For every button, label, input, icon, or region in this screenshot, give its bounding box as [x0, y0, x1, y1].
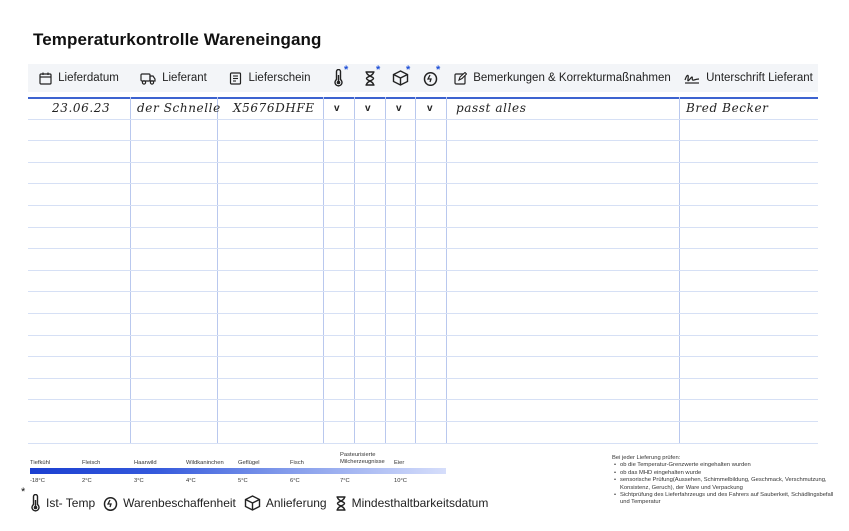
table-row-line — [28, 162, 818, 163]
scale-temp: 4°C — [186, 478, 196, 484]
legend-anlieferung — [244, 495, 327, 511]
scale-label: Eier — [394, 460, 405, 466]
column-lieferant — [130, 64, 217, 92]
legend-waren — [103, 495, 236, 511]
table-row-line — [28, 119, 818, 120]
icon-legend — [21, 486, 496, 512]
scale-temp: 10°C — [394, 478, 407, 484]
table-row-line — [28, 335, 818, 336]
cell-lieferdatum[interactable]: 23.06.23 — [52, 101, 111, 115]
hourglass-icon — [335, 496, 347, 511]
signature-icon — [684, 72, 700, 84]
scale-temp: 3°C — [134, 478, 144, 484]
notes-item: • Sichtprüfung des Lieferfahrzeugs und des Fahrers auf Sauberkeit, Schädlingsbefall und Temperatur — [612, 492, 837, 507]
cell-lieferant[interactable]: der Schnelle — [137, 101, 221, 115]
scale-label: Pasteurisierte Milcherzeugnisse — [340, 452, 385, 465]
required-star: * — [344, 64, 349, 76]
table-row-line — [28, 183, 818, 184]
scale-temp: 5°C — [238, 478, 248, 484]
truck-icon — [140, 72, 156, 85]
cell-bemerkung[interactable]: passt alles — [456, 101, 527, 115]
scale-label: Wildkaninchen — [186, 460, 224, 466]
table-header — [28, 64, 818, 92]
scale-label: Haarwild — [134, 460, 157, 466]
scale-label: Geflügel — [238, 460, 260, 466]
table-row-line — [28, 421, 818, 422]
column-label: Bemerkungen & Korrekturmaßnahmen — [473, 72, 671, 84]
column-label: Lieferant — [162, 72, 207, 84]
table-row-line — [28, 227, 818, 228]
temperature-gradient-bar — [30, 468, 446, 474]
notes-item: • ob die Temperatur-Grenzwerte eingehalten wurden — [612, 462, 837, 469]
column-lieferdatum — [28, 64, 130, 92]
legend-label: Warenbeschaffenheit — [123, 496, 236, 510]
required-star: * — [406, 64, 411, 76]
table-row-line — [28, 356, 818, 357]
legend-label: Anlieferung — [265, 496, 327, 510]
legend-label: Ist- Temp — [46, 496, 96, 510]
table-row-line — [28, 270, 818, 271]
table-row-line — [28, 291, 818, 292]
thermometer-icon — [30, 494, 41, 512]
column-anlieferung — [385, 64, 415, 92]
scale-temp: 7°C — [340, 478, 350, 484]
cell-unterschrift[interactable]: Bred Becker — [686, 101, 769, 115]
required-star: * — [436, 64, 441, 76]
notes-item: • ob das MHD eingehalten wurde — [612, 470, 837, 477]
scale-temp: 2°C — [82, 478, 92, 484]
column-label: Unterschrift Lieferant — [706, 72, 813, 84]
table-top-border — [28, 97, 818, 99]
required-star: * — [376, 64, 381, 76]
scale-temp: 6°C — [290, 478, 300, 484]
cell-anlieferung-check[interactable]: v — [396, 103, 402, 114]
hourglass-icon — [364, 71, 376, 86]
table-row-line — [28, 313, 818, 314]
table-row-line — [28, 399, 818, 400]
scale-temp: -18°C — [30, 478, 45, 484]
legend-star: * — [21, 486, 26, 498]
legend-mhd — [335, 496, 489, 511]
edit-icon — [454, 72, 467, 85]
thermometer-icon — [333, 69, 344, 87]
page-title: Temperaturkontrolle Wareneingang — [33, 30, 322, 49]
receipt-icon — [229, 72, 242, 85]
inspection-notes — [612, 455, 837, 507]
table-row-line — [28, 140, 818, 141]
package-icon — [244, 495, 261, 511]
table-row-line — [28, 443, 818, 444]
scale-label: Fleisch — [82, 460, 101, 466]
cell-lieferschein[interactable]: X5676DHFE — [233, 101, 315, 115]
column-temp — [323, 64, 354, 92]
egg-icon — [103, 495, 118, 511]
column-bemerkungen — [446, 64, 679, 92]
cell-mhd-check[interactable]: v — [365, 103, 371, 114]
calendar-icon — [39, 72, 52, 85]
legend-label: Mindesthaltbarkeitsdatum — [351, 496, 489, 510]
notes-item: • sensorische Prüfung(Aussehen, Schimmelbildung, Geschmack, Verschmutzung, Konsistenz, Geruch), der Ware und Verpackung — [612, 477, 837, 492]
column-waren — [415, 64, 446, 92]
cell-waren-check[interactable]: v — [427, 103, 433, 114]
column-mhd — [354, 64, 385, 92]
column-label: Lieferdatum — [58, 72, 119, 84]
column-lieferschein — [217, 64, 323, 92]
entry-table — [28, 97, 818, 443]
table-row-line — [28, 205, 818, 206]
table-row-line — [28, 378, 818, 379]
notes-heading: Bei jeder Lieferung prüfen: — [612, 455, 681, 461]
column-label: Lieferschein — [248, 72, 311, 84]
cell-temp-check[interactable]: v — [334, 103, 340, 114]
scale-label: Fisch — [290, 460, 304, 466]
column-unterschrift — [679, 64, 818, 92]
table-row-line — [28, 248, 818, 249]
scale-label: Tiefkühl — [30, 460, 51, 466]
legend-ist-temp — [30, 494, 95, 512]
